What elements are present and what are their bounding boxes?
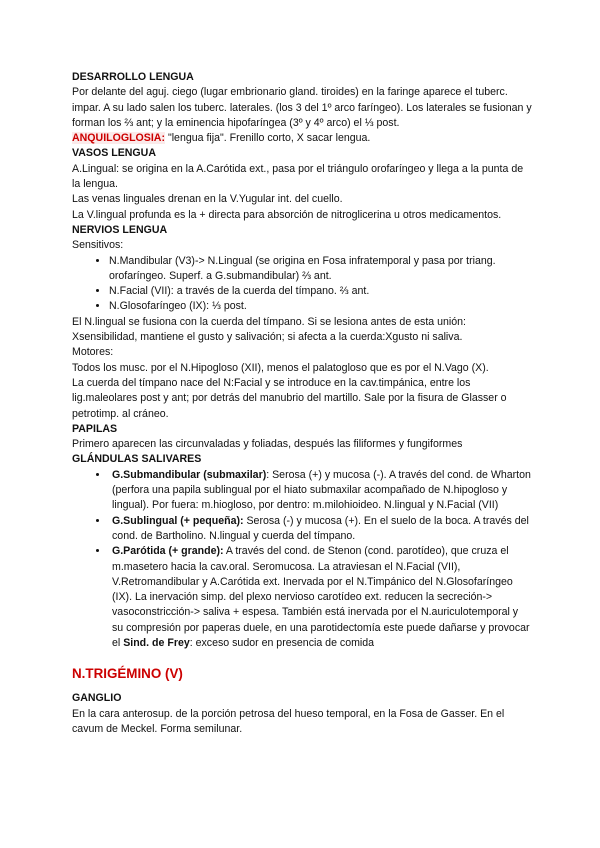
sensitivos-label: Sensitivos: [72, 239, 124, 252]
anquiloglosia-text: "lengua fija". Frenillo corto, X sacar lengua. [165, 132, 371, 145]
list-item [109, 468, 532, 514]
subsection-title-ganglio: GANGLIO [72, 692, 122, 705]
list-item [109, 544, 532, 651]
syndrome-name: Sind. de Frey [123, 636, 190, 649]
glandulas-list [72, 468, 532, 652]
list-item: • N.Facial (VII): a través de la cuerda del tímpano. ⅔ ant. [109, 284, 532, 299]
section-title-papilas: PAPILAS [72, 422, 118, 435]
syndrome-description: : exceso sudor en presencia de comida [189, 636, 375, 649]
gland-name: G.Parótida (+ grande): [112, 545, 224, 558]
vasos-paragraph-2: Las venas linguales drenan en la V.Yugular int. del cuello. [72, 193, 343, 206]
section-title-desarrollo: DESARROLLO LENGUA [72, 71, 194, 83]
gland-description: : Serosa (+) y mucosa (-). A través del cond. de Wharton (perfora una papila sublingual por el hiato submaxilar acompañado de N.hipogloso y lingual). Por fuera: m.hiogloso, por dentro: m.milohioideo. N.lingual y N.Facial (VII) [112, 468, 531, 512]
anquiloglosia-line [72, 131, 532, 146]
list-item [109, 514, 532, 545]
vasos-paragraph-3: La V.lingual profunda es la + directa para absorción de nitroglicerina u otros medicamentos. [72, 208, 502, 221]
gland-description: Serosa (-) y mucosa (+). En el suelo de la boca. A través del cond. de Bartholino. N.lingual y cuerda del tímpano. [112, 514, 529, 542]
motores-label: Motores: [72, 346, 114, 359]
nervios-paragraph-3: La cuerda del tímpano nace del N:Facial y se introduce en la cav.timpánica, entre los lig.maleolares post y ant; por detrás del manubrio del martillo. Sale por la fisura de Glasser o petrotimp. al cráneo. [72, 376, 507, 420]
document-page [72, 70, 532, 737]
desarrollo-paragraph: Por delante del aguj. ciego (lugar embrionario gland. tiroides) en la faringe aparece el tuberc. impar. A su lado salen los tuberc. laterales. (los 3 del 1º arco faríngeo). Los laterales se fusionan y forman los ⅔ ant; y la eminencia hipofaríngea (3º y 4º arco) el ⅓ post. [72, 86, 532, 129]
list-item: • N.Glosofaríngeo (IX): ⅓ post. [109, 299, 532, 314]
list-item: • N.Mandibular (V3)-> N.Lingual (se origina en Fosa infratemporal y pasa por triang. orofaríngeo. Superf. a G.submandibular) ⅔ ant. [109, 254, 532, 285]
section-title-vasos: VASOS LENGUA [72, 147, 156, 160]
vasos-paragraph-1: A.Lingual: se origina en la A.Carótida ext., pasa por el triángulo orofaríngeo y llega a la punta de la lengua. [72, 162, 524, 191]
nervios-paragraph-2: Todos los musc. por el N.Hipogloso (XII), menos el palatogloso que es por el N.Vago (X). [72, 361, 489, 374]
section-title-glandulas: GLÁNDULAS SALIVARES [72, 453, 202, 466]
anquiloglosia-label: ANQUILOGLOSIA: [72, 132, 165, 145]
nervios-paragraph-1: El N.lingual se fusiona con la cuerda del tímpano. Si se lesiona antes de esta unión: Xsensibilidad, mantiene el gusto y salivación; si afecta a la cuerda:Xgusto ni saliva. [72, 315, 466, 344]
ganglio-paragraph: En la cara anterosup. de la porción petrosa del hueso temporal, en la Fosa de Gasser. En el cavum de Meckel. Forma semilunar. [72, 707, 505, 735]
gland-name: G.Sublingual (+ pequeña): [112, 514, 244, 527]
gland-description: A través del cond. de Stenon (cond. parotídeo), que cruza el m.masetero hacia la cav.oral. Seromucosa. La atraviesan el N.Facial (VII), V.Retromandibular y A.Carótida ext. Inervada por el N.Timpánico del N.Glosofaríngeo (IX). La inervación simp. del plexo nervioso carotídeo ext. reducen la secreción-> vasoconstricción-> saliva + espesa. También está inervada por el N.auriculotemporal y su compresión por paperas duele, en una parotidectomía este puede dañarse y provocar el [112, 545, 530, 649]
section-title-trigemino: N.TRIGÉMINO (V) [72, 666, 183, 682]
section-title-nervios: NERVIOS LENGUA [72, 223, 168, 236]
papilas-paragraph: Primero aparecen las circunvaladas y foliadas, después las filiformes y fungiformes [72, 438, 463, 451]
gland-name: G.Submandibular (submaxilar) [112, 468, 267, 481]
sensitivos-list [72, 254, 532, 315]
